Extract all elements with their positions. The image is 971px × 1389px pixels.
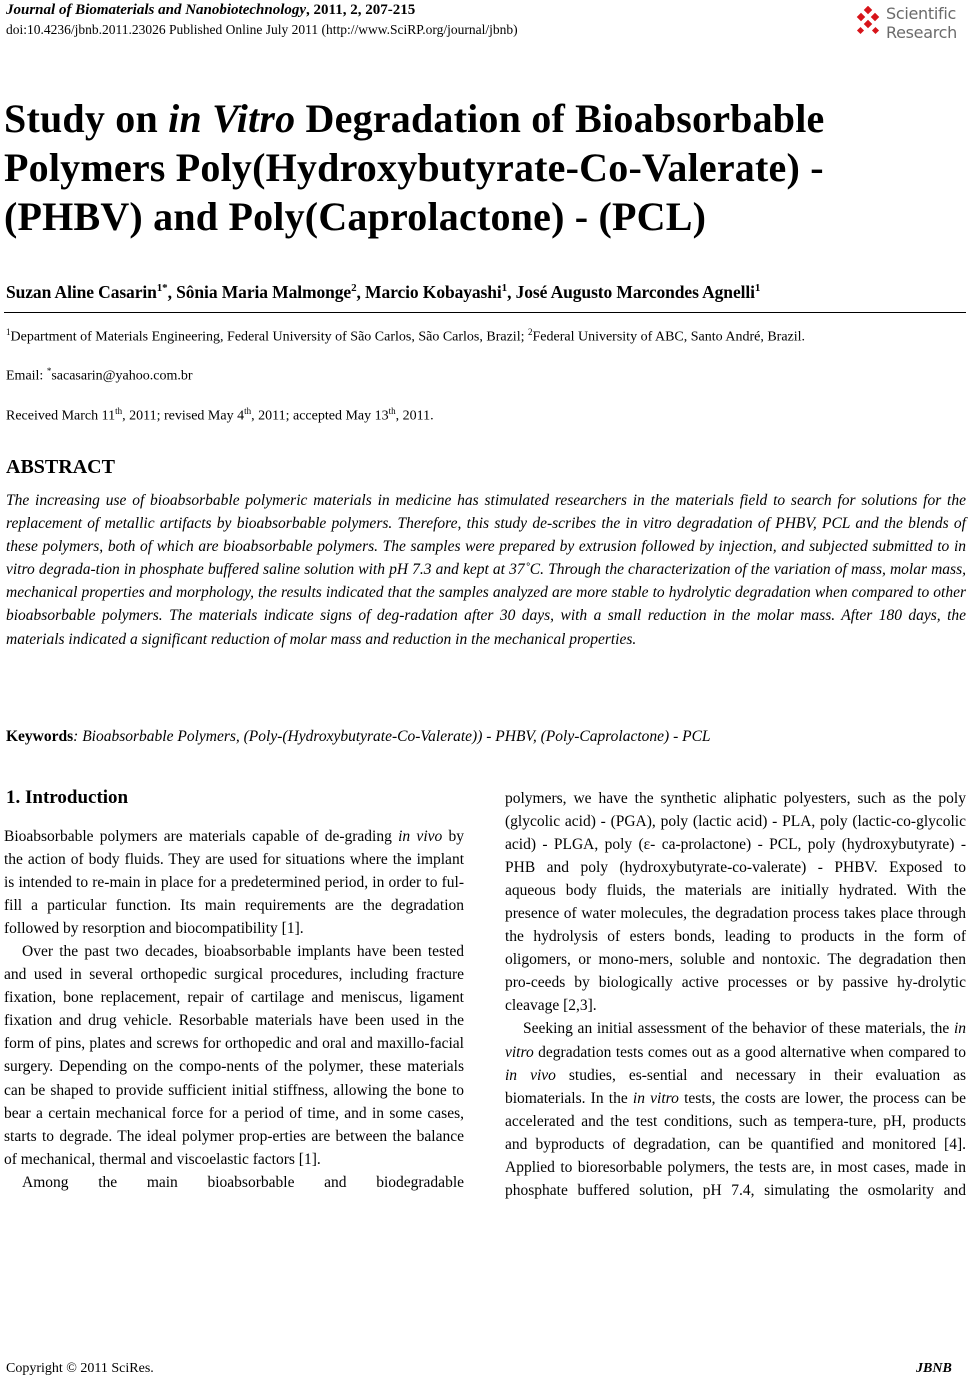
received-text-2: , 2011; revised May 4 (122, 408, 245, 424)
paragraph: Over the past two decades, bioabsorbable implants have been tested and used in several orthopedic surgical procedures, including fracture fixation, bone replacement, repair of cartilage and meniscus, ligament fixation and drug vehicle. Resorbable materials have been used in the form of pins, plates and screws for orthopedic and oral and maxillo-facial surgery. Depending on the compo-nents of the polymer, these materials can be shaped to provide sufficient initial stiffness, allowing the bone to bear a certain mechanical force for a period of time, and in some cases, starts to degrade. The ideal polymer prop-erties are between the balance of mechanical, thermal and viscoelastic factors [1]. (4, 943, 464, 1168)
text-run: degradation tests comes out as a good alternative when compared to (533, 1043, 966, 1061)
title-italic: in Vitro (168, 96, 296, 141)
section-heading: 1. Introduction (6, 787, 129, 808)
volume-info: , 2011, 2, 207-215 (306, 2, 416, 18)
publisher-name-line2: Research (886, 23, 957, 42)
paper-title (4, 94, 968, 241)
email-label: Email: (6, 368, 47, 384)
keywords-text: : Bioabsorbable Polymers, (Poly-(Hydroxybutyrate-Co-Valerate)) - PHBV, (Poly-Caprolactone) - PCL (73, 728, 711, 745)
text-run: studies, es-sential and necessary in their evaluation as biomaterials. In the (505, 1066, 966, 1107)
author-1-sup: 1* (156, 282, 168, 295)
journal-name: Journal of Biomaterials and Nanobiotechnology (6, 2, 307, 18)
divider (4, 312, 966, 313)
keywords (6, 728, 711, 746)
author-list (6, 282, 760, 303)
author-1: Suzan Aline Casarin (6, 282, 157, 302)
abstract-text: The increasing use of bioabsorbable polymeric materials in medicine has stimulated researchers in the materials field to search for solutions for the replacement of metallic artifacts by bioabsorbable polymers. Therefore, this study de-scribes the in vitro degradation of PHBV, PCL and the blends of these polymers, both of which are bioabsorbable polymers. The samples were prepared by extrusion followed by injection, and subjected submitted to in vitro degrada-tion in phosphate buffered saline solution with pH 7.3 and kept at 37˚C. Through the characterization of the variation of mass, molar mass, mechanical properties and morphology, the results indicated that the samples analyzed are more stable to hydrolytic degradation when compared to other bioabsorbable polymers. The materials indicate signs of deg-radation after 30 days, with a small reduction in the molar mass. After 180 days, the materials indicated a significant reduction of molar mass and reduction in the mechanical properties. (6, 492, 966, 648)
abstract-heading: ABSTRACT (6, 456, 115, 478)
right-column (505, 787, 966, 1202)
author-2: , Sônia Maria Malmonge (167, 282, 352, 302)
affil-sup-1: 1 (6, 327, 11, 337)
text-run: Seeking an initial assessment of the behavior of these materials, the (523, 1020, 954, 1038)
received-text-3: , 2011; accepted May 13 (251, 408, 389, 424)
journal-abbreviation: JBNB (916, 1361, 952, 1376)
affil-2: Federal University of ABC, Santo André, Brazil. (532, 329, 806, 345)
received-sup-2: th (244, 406, 252, 416)
email-sup: * (46, 366, 52, 376)
received-sup-1: th (115, 406, 123, 416)
italic-run: in vivo (398, 828, 443, 845)
received-text-1: Received March 11 (6, 408, 116, 424)
received-sup-3: th (388, 406, 396, 416)
text-run: tests, the costs are lower, the process can be accelerated and the test conditions, such as tempera-ture, pH, products and byproducts of degradation, can be quantified and monitored [4]. Applied to bioresorbable polymers, the tests are, in most cases, made in phosphate buffered solution, pH 7.4, simulating the osmolarity and (505, 1089, 966, 1199)
paragraph (505, 1017, 966, 1201)
author-4: , José Augusto Marcondes Agnelli (507, 282, 755, 302)
affil-sup-2: 2 (527, 327, 533, 337)
publisher-name-line1: Scientific (886, 4, 956, 23)
author-2-sup: 2 (351, 282, 357, 295)
italic-run: in vivo (505, 1066, 556, 1084)
copyright: Copyright © 2011 SciRes. (6, 1361, 154, 1376)
affil-1: Department of Materials Engineering, Federal University of São Carlos, São Carlos, Brazil; (10, 329, 528, 345)
paragraph: polymers, we have the synthetic aliphatic polyesters, such as the poly (glycolic acid) - (PGA), poly (lactic acid) - PLA, poly (lactic-co-glycolic acid) - PLGA, poly (ε- ca-prolactone) - PCL, poly (hydroxybutyrate) - PHB and poly (hydroxybutyrate-co-valerate) - PHBV. Exposed to aqueous body fluids, the materials are initially hydrated. With the presence of water molecules, the degradation process takes place through the hydrolysis of esters bonds, leading to products in the form of oligomers, or mono-mers, soluble and nontoxic. The degradation then pro-ceeds by biologically active processes or by passive hy-drolytic cleavage [2,3]. (505, 790, 966, 1015)
author-3: , Marcio Kobayashi (356, 282, 502, 302)
author-4-sup: 1 (754, 282, 761, 295)
author-3-sup: 1 (501, 282, 508, 295)
text-run: by the action of body fluids. They are used for situations where the implant is intended to re-main in place for a predetermined period, in order to ful-fill a particular function. Its main requirements are the degradation followed by resorption and biocompatibility [1]. (4, 828, 465, 938)
email-line (6, 366, 193, 385)
keywords-label: Keywords (6, 728, 74, 745)
title-part1: Study on (4, 96, 169, 141)
affiliations (6, 322, 966, 348)
publisher-logo (853, 4, 968, 44)
received-dates (6, 406, 434, 425)
text-run: Bioabsorbable polymers are materials capable of de-grading (4, 828, 399, 845)
doi-line: doi:10.4236/jbnb.2011.23026 Published Online July 2011 (http://www.SciRP.org/journal/jbnb) (6, 22, 518, 37)
left-column (4, 825, 464, 1194)
title-part2: Degradation of Bioabsorbable Polymers Poly(Hydroxybutyrate-Co-Valerate) - (PHBV) and Poly(Caprolactone) - (PCL) (4, 96, 825, 239)
italic-run: in vitro (632, 1089, 679, 1107)
paragraph (4, 825, 464, 940)
journal-header (6, 2, 415, 19)
received-text-4: , 2011. (395, 408, 434, 424)
italic-run: in vitro (505, 1020, 966, 1061)
email-address[interactable]: sacasarin@yahoo.com.br (51, 368, 193, 384)
scirp-logo-icon (853, 6, 883, 36)
paragraph: Among the main bioabsorbable and biodegradable (22, 1173, 464, 1191)
